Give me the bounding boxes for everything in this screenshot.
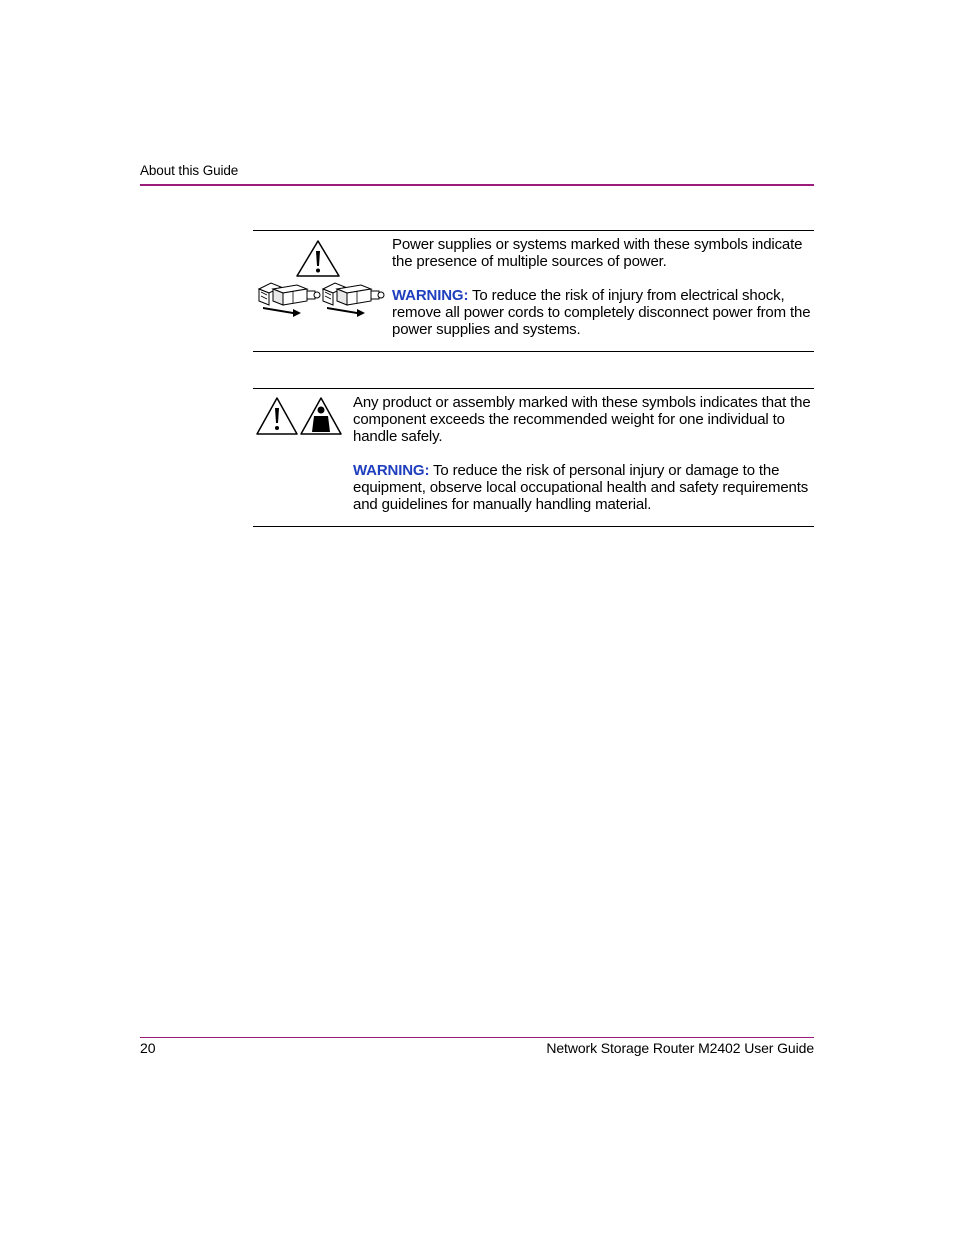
warning-triangle-icon [257, 398, 297, 434]
notice-description: Power supplies or systems marked with these symbols indicate the presence of multiple sources of power. [392, 236, 803, 270]
document-title: Network Storage Router M2402 User Guide [546, 1040, 814, 1056]
warning-label: WARNING: [353, 462, 430, 479]
warning-paragraph [392, 287, 817, 338]
notice-text [392, 236, 817, 338]
warning-label: WARNING: [392, 287, 469, 304]
notice-description: Any product or assembly marked with these symbols indicates that the component exceeds the recommended weight for one individual to handle safely. [353, 394, 811, 445]
power-cord-icon [259, 283, 320, 317]
power-cord-icon [323, 283, 384, 317]
page-number: 20 [140, 1040, 156, 1056]
warning-text: To reduce the risk of injury from electrical shock, remove all power cords to completely disconnect power from the power supplies and systems. [392, 287, 811, 338]
multiple-power-sources-notice [253, 230, 814, 352]
header-rule [140, 184, 814, 186]
notice-text [353, 394, 815, 513]
running-header: About this Guide [140, 163, 239, 178]
notice-icons [253, 231, 388, 351]
heavy-weight-notice [253, 388, 814, 527]
warning-paragraph [353, 462, 815, 513]
warning-text: To reduce the risk of personal injury or damage to the equipment, observe local occupational health and safety requirements and guidelines for manually handling material. [353, 462, 809, 513]
warning-triangle-icon [297, 241, 339, 276]
notice-icons [253, 389, 348, 449]
footer-rule [140, 1037, 814, 1038]
weight-person-icon [301, 398, 341, 434]
